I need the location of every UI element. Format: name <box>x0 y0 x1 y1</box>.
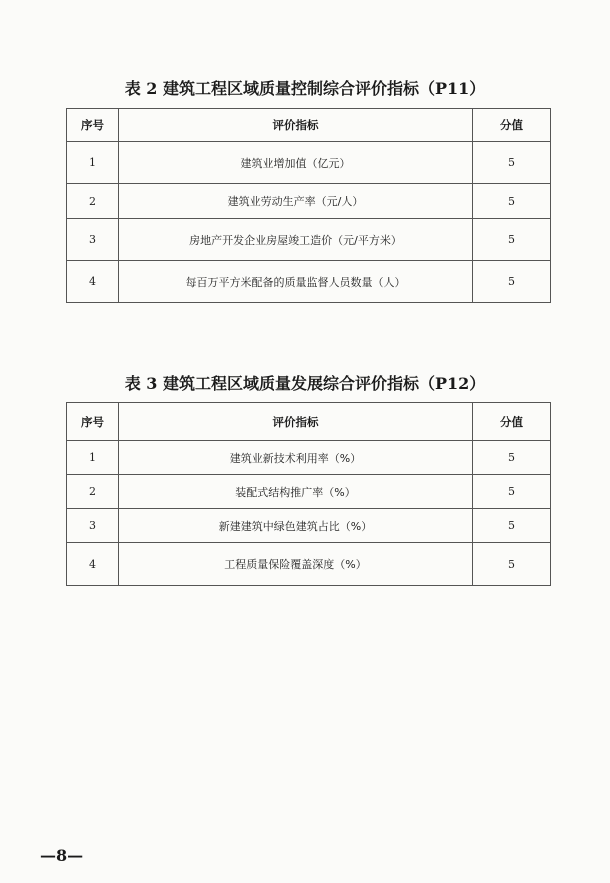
table-2-title: 表 2 建筑工程区域质量控制综合评价指标（P11） <box>124 79 486 98</box>
table-row <box>67 543 551 586</box>
row-indicator: 建筑业劳动生产率（元/人） <box>119 184 473 219</box>
table-row <box>67 261 551 303</box>
row-score: 5 <box>473 441 551 475</box>
row-score: 5 <box>473 509 551 543</box>
row-score: 5 <box>473 475 551 509</box>
row-indicator: 建筑业新技术利用率（%） <box>119 441 473 475</box>
row-index: 2 <box>67 184 119 219</box>
row-score: 5 <box>473 184 551 219</box>
header-indicator: 评价指标 <box>119 109 473 142</box>
row-indicator: 房地产开发企业房屋竣工造价（元/平方米） <box>119 219 473 261</box>
row-score: 5 <box>473 142 551 184</box>
row-indicator: 新建建筑中绿色建筑占比（%） <box>119 509 473 543</box>
header-indicator: 评价指标 <box>119 403 473 441</box>
row-indicator: 每百万平方米配备的质量监督人员数量（人） <box>119 261 473 303</box>
row-indicator: 装配式结构推广率（%） <box>119 475 473 509</box>
row-index: 4 <box>67 543 119 586</box>
header-score: 分值 <box>473 403 551 441</box>
row-score: 5 <box>473 261 551 303</box>
row-indicator: 工程质量保险覆盖深度（%） <box>119 543 473 586</box>
table-header-row <box>67 403 551 441</box>
row-score: 5 <box>473 219 551 261</box>
row-score: 5 <box>473 543 551 586</box>
table-row <box>67 509 551 543</box>
header-index: 序号 <box>67 109 119 142</box>
header-score: 分值 <box>473 109 551 142</box>
table-row <box>67 184 551 219</box>
header-index: 序号 <box>67 403 119 441</box>
table-row <box>67 219 551 261</box>
table-row <box>67 475 551 509</box>
row-index: 2 <box>67 475 119 509</box>
row-indicator: 建筑业增加值（亿元） <box>119 142 473 184</box>
page-number: —8— <box>40 846 84 865</box>
table-row <box>67 441 551 475</box>
row-index: 1 <box>67 142 119 184</box>
table-header-row <box>67 109 551 142</box>
row-index: 3 <box>67 509 119 543</box>
row-index: 3 <box>67 219 119 261</box>
table-3-title: 表 3 建筑工程区域质量发展综合评价指标（P12） <box>124 374 486 393</box>
table-2 <box>66 108 551 303</box>
table-row <box>67 142 551 184</box>
row-index: 4 <box>67 261 119 303</box>
row-index: 1 <box>67 441 119 475</box>
table-3 <box>66 402 551 586</box>
